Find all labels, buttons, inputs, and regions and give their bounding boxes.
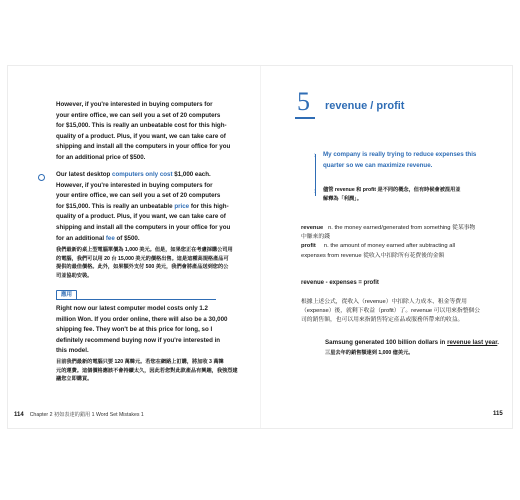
example-sentence: [325, 338, 499, 349]
application-tag: 應用: [56, 290, 77, 300]
text-span: for an additional: [56, 234, 106, 242]
text-line: quality of a product. Plus, if you want, we can take care of: [56, 132, 226, 140]
text-span: $1,000 each.: [172, 171, 211, 178]
highlight-span: price: [174, 202, 190, 210]
text-line: However, if you're interested in buying computers for: [56, 101, 213, 108]
running-header: Chapter 2 初如表達的錯用 1 Word Set Mistakes 1: [29, 412, 144, 418]
page-number: 114: [14, 412, 24, 418]
highlight-span: fee: [105, 234, 115, 242]
text-line: quarter so we can maximize revenue.: [323, 161, 433, 169]
circle-bullet-icon: [38, 174, 45, 181]
text-line: for an additional price of $500.: [56, 153, 146, 161]
definition-text: n. the money earned/generated from something 從某事物: [328, 225, 476, 231]
text-line: 解釋為「利潤」。: [323, 195, 362, 202]
text-line: million Won. If you order online, there will also be a 30,000: [56, 315, 228, 323]
text-line: shipping and install all the computers in your office for you: [56, 223, 231, 231]
page-number: 115: [493, 411, 503, 417]
text-span: Samsung generated 100 billion dollars in: [325, 339, 448, 346]
example-translation: 三星去年的銷售額達到 1,000 億美元。: [325, 350, 414, 356]
text-span: .: [497, 339, 500, 346]
text-line: 元的運費。這個價格應該不會持續太久，因此若您對此款產品有興趣，我強烈建: [56, 367, 238, 374]
definition-text: n. the amount of money earned after subtracting all: [323, 243, 456, 250]
text-line: shipping fee. They won't be at this price for long, so I: [56, 326, 213, 334]
text-line: 根據上述公式，從收入（revenue）中扣除人力成本、租金等費用: [301, 299, 467, 305]
text-line: expenses from revenue 從收入中扣除所有花費後的金額: [301, 252, 445, 259]
text-line: definitely recommend buying now if you're interested in: [56, 336, 221, 344]
book-spread: [8, 66, 512, 428]
chapter-title: revenue / profit: [325, 100, 405, 112]
text-line: 司的銷售額，也可以用來指銷售特定產品或服務所帶來的收益。: [301, 317, 464, 324]
tag-divider: [56, 299, 216, 300]
text-line: My company is really trying to reduce expenses this: [323, 151, 477, 158]
left-zh-2: [56, 358, 238, 384]
text-line: [56, 170, 230, 181]
term-profit: profit: [301, 243, 316, 250]
formula: revenue - expenses = profit: [301, 280, 379, 286]
text-line: 提供的最佳價格。此外，如果額外支付 500 美元，我們會將產品送到您的公: [56, 264, 229, 271]
text-span: for this high-: [189, 202, 229, 210]
chapter-number: 5: [297, 87, 310, 116]
text-line: 司並協助安裝。: [56, 272, 93, 279]
chapter-number-underline: [295, 117, 315, 119]
text-line: 目前我們最新的電腦只要 120 萬韓元。若您在網路上訂購，將加收 3 萬韓: [56, 359, 224, 365]
left-para-2: [56, 170, 230, 244]
right-zh-para: [301, 298, 480, 326]
text-line: quality of a product. Plus, if you want, we can take care of: [56, 213, 226, 221]
text-line: 我們最新的桌上型電腦單價為 1,000 美元。但是，如果您正在考慮採購公司用: [56, 247, 233, 253]
underlined-span: revenue last year: [447, 339, 498, 346]
definitions: [301, 224, 501, 261]
text-line: However, if you're interested in buying computers for: [56, 181, 213, 189]
text-span: for $15,000. This is really an unbeatable: [56, 202, 175, 210]
text-line: your entire office, we can sell you a set of 20 computers: [56, 111, 221, 119]
left-para-3: [56, 304, 227, 357]
text-line: [56, 202, 230, 213]
text-line: Right now our latest computer model costs only 1.2: [56, 305, 208, 312]
text-line: shipping and install all the computers in your office for you: [56, 143, 231, 151]
text-line: 中賺來的錢: [301, 234, 330, 241]
text-line: your entire office, we can sell you a set of 20 computers: [56, 192, 221, 200]
left-footer: [14, 411, 144, 418]
usage-note: [323, 186, 460, 203]
text-line: （expense）後，就剩下收益（profit）了。revenue 可以用來指整個公: [301, 308, 481, 315]
text-line: [56, 234, 230, 245]
left-zh-1: [56, 246, 233, 280]
text-line: 的電腦，我們可以用 20 台 15,000 美元的價格出售。這是這種高規格產品可: [56, 255, 229, 262]
text-line: [301, 242, 501, 251]
text-line: [301, 224, 501, 233]
left-para-1: [56, 100, 230, 164]
text-line: this model.: [56, 347, 89, 355]
text-line: 儘管 revenue 和 profit 是不同的概念，但有時候會被混用並: [323, 187, 461, 193]
text-span: of $500.: [114, 234, 140, 242]
term-revenue: revenue: [301, 225, 324, 231]
text-line: 議您立即購買。: [56, 376, 93, 383]
left-page: [8, 66, 260, 428]
arrow-right-icon: ›: [314, 188, 317, 195]
arrow-right-icon: ›: [314, 152, 317, 159]
highlight-span: computers only cost: [112, 171, 173, 178]
right-footer: [493, 411, 509, 417]
text-span: Our latest desktop: [56, 171, 113, 178]
quote-sentence: [323, 150, 476, 171]
text-line: for $15,000. This is really an unbeatable cost for this high-: [56, 122, 227, 130]
right-page: [261, 66, 512, 428]
